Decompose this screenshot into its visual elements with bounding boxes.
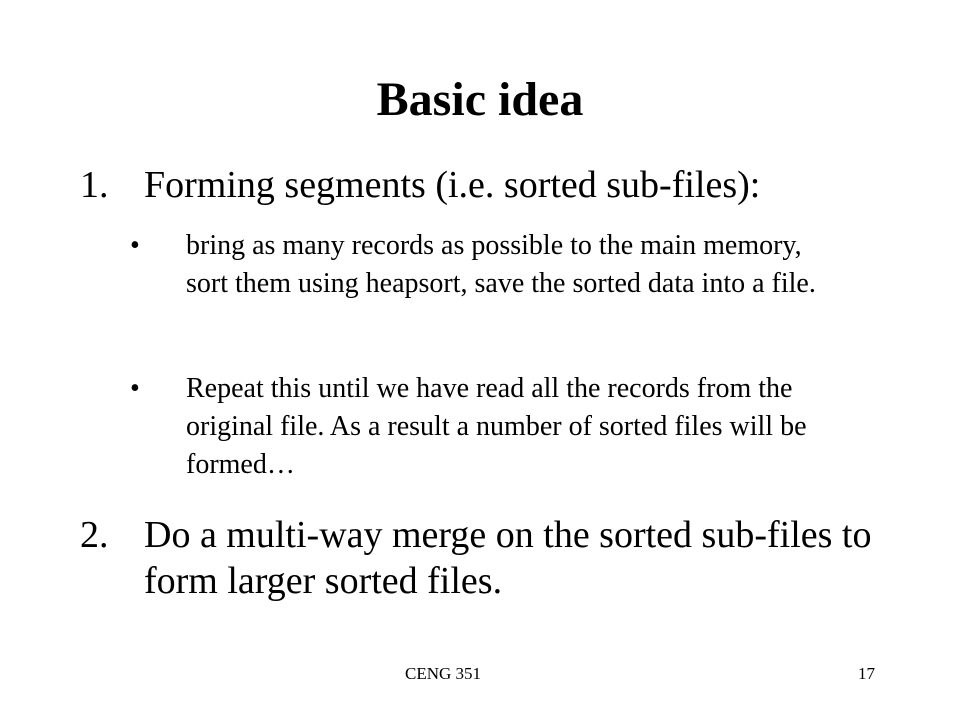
item-number: 1.: [80, 164, 109, 206]
bullet-item-1: [130, 227, 850, 303]
item-text: Forming segments (i.e. sorted sub-files):: [144, 164, 761, 206]
bullet-icon: •: [130, 373, 140, 404]
footer-course: CENG 351: [405, 664, 482, 683]
numbered-item-2: [80, 512, 880, 604]
bullet-text: bring as many records as possible to the main memory, sort them using heapsort, save the sorted data into a file.: [186, 230, 816, 299]
item-number: 2.: [80, 514, 109, 556]
numbered-item-1: [80, 162, 880, 208]
slide-title: Basic idea: [376, 73, 584, 126]
footer-page-number: 17: [858, 664, 875, 683]
bullet-text: Repeat this until we have read all the records from the original file. As a result a number of sorted files will be formed…: [186, 373, 807, 480]
bullet-icon: •: [130, 230, 140, 261]
bullet-item-2: [130, 370, 850, 484]
item-text: Do a multi-way merge on the sorted sub-files to form larger sorted files.: [144, 514, 872, 602]
